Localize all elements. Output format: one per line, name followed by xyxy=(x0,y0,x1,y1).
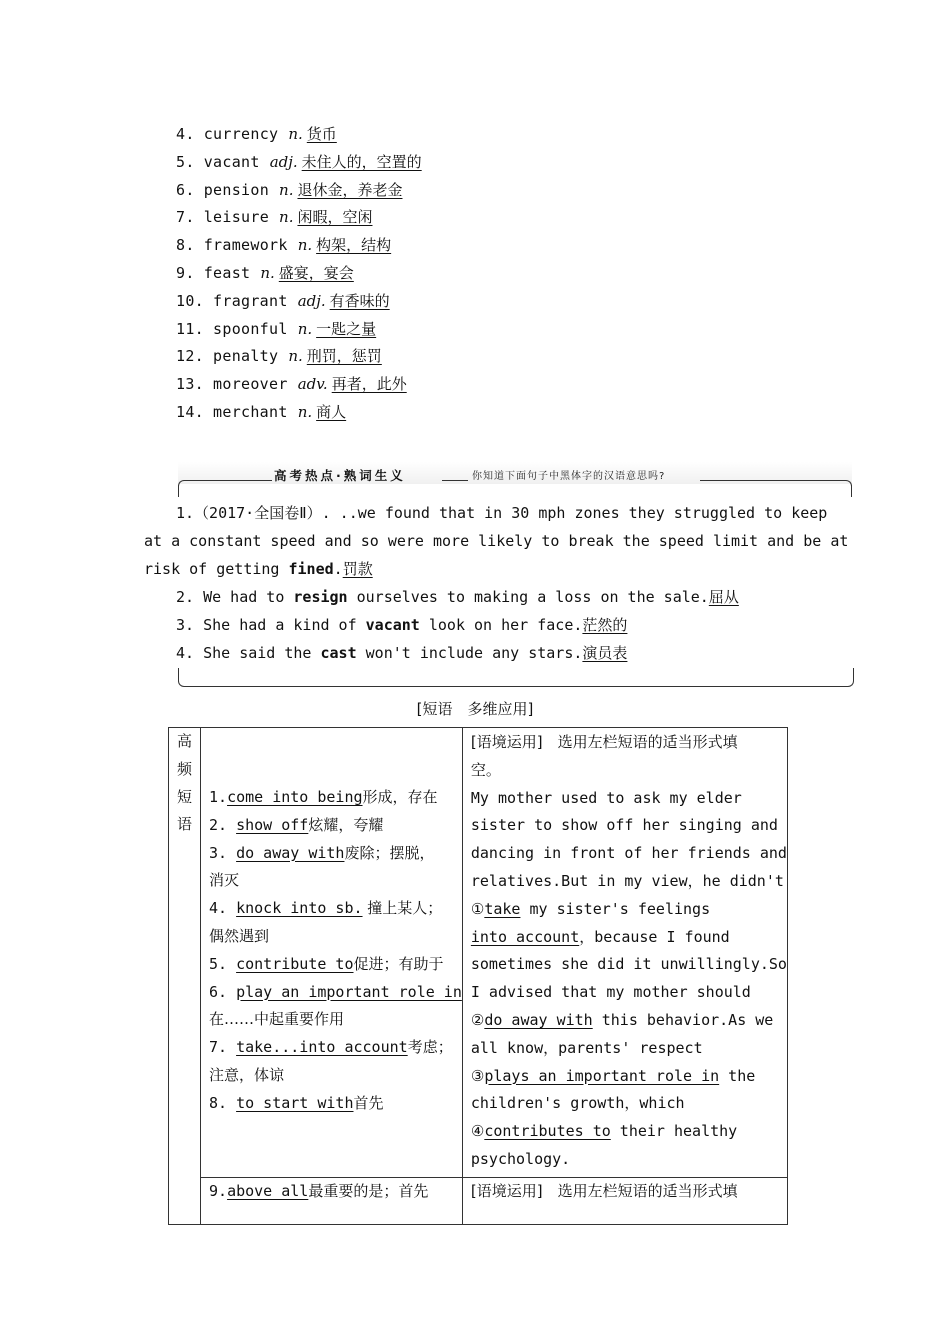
vocab-meaning: 闲暇，空闲 xyxy=(297,208,373,227)
practice-heading: [语境运用] 选用左栏短语的适当形式填 xyxy=(470,733,738,751)
vocab-meaning: 未住人的，空置的 xyxy=(301,152,422,171)
sentence-2: 2. We had to resign ourselves to making a loss on the sale.屈从 xyxy=(176,588,739,606)
vocab-meaning: 再者，此外 xyxy=(331,375,407,394)
phrase-3: 3. do away with废除；摆脱， xyxy=(209,843,435,862)
sentence-1-line-2: at a constant speed and so were more likely to break the speed limit and be at xyxy=(144,532,849,550)
vocab-meaning: 商人 xyxy=(316,402,347,421)
vocab-meaning: 货币 xyxy=(306,125,337,143)
bold-word: cast xyxy=(320,644,357,662)
vocab-item: 9. feast n. 盛宴，宴会 xyxy=(176,263,354,282)
vocab-item: 6. pension n. 退休金，养老金 xyxy=(176,180,403,199)
vocab-item: 14. merchant n. 商人 xyxy=(176,402,347,421)
vocab-item: 12. penalty n. 刑罚，惩罚 xyxy=(176,347,382,366)
vocab-item: 13. moreover adv. 再者，此外 xyxy=(176,375,407,394)
blank-2-answer: do away with xyxy=(484,1010,593,1029)
section-title: [短语 多维应用] xyxy=(416,700,534,718)
vocab-item: 8. framework n. 构架，结构 xyxy=(176,236,392,255)
phrase-4: 4. knock into sb. 撞上某人； xyxy=(209,899,443,918)
vocab-item: 4. currency n. 货币 xyxy=(176,125,337,143)
banner-title: 高考热点·熟词生义 xyxy=(274,468,406,483)
practice-cell-2: [语境运用] 选用左栏短语的适当形式填 xyxy=(462,1178,787,1225)
blank-3-answer: plays an important role in xyxy=(484,1066,720,1085)
phrase-1: 1.come into being形成，存在 xyxy=(209,788,438,806)
sentence-1-line-3: risk of getting fined.罚款 xyxy=(144,560,373,578)
phrase-table xyxy=(168,727,788,1225)
blank-1-answer-cont: into account xyxy=(470,927,580,946)
vocab-item: 11. spoonful n. 一匙之量 xyxy=(176,319,377,338)
vertical-label-cell: 高 频 短 语 xyxy=(169,728,201,1225)
phrase-8: 8. to start with首先 xyxy=(209,1093,384,1112)
vocab-meaning: 一匙之量 xyxy=(316,319,377,338)
bold-word: vacant xyxy=(365,616,420,634)
answer: 演员表 xyxy=(582,644,628,662)
vocab-meaning: 有香味的 xyxy=(329,291,390,310)
vocab-meaning: 盛宴，宴会 xyxy=(278,263,354,282)
phrase-7: 7. take...into account考虑； xyxy=(209,1038,453,1057)
vocab-item: 5. vacant adj. 未住人的，空置的 xyxy=(176,152,422,171)
sentence-3: 3. She had a kind of vacant look on her face.茫然的 xyxy=(176,616,628,634)
phrase-9-cell xyxy=(201,1178,463,1225)
phrase-6: 6. play an important role in xyxy=(209,982,462,1001)
vocab-item: 10. fragrant adj. 有香味的 xyxy=(176,291,390,310)
box-corner-right xyxy=(843,480,852,497)
answer: 茫然的 xyxy=(582,616,628,634)
phrase-5: 5. contribute to促进；有助于 xyxy=(209,954,444,973)
box-corner-left xyxy=(178,480,187,497)
section-banner xyxy=(178,460,852,496)
blank-1-answer: take xyxy=(484,899,521,918)
banner-rule-mid xyxy=(442,480,468,481)
blank-4-answer: contributes to xyxy=(484,1122,611,1141)
answer: 屈从 xyxy=(708,588,739,606)
practice-cell: [语境运用] 选用左栏短语的适当形式填 空。 My mother used to ask my elder sister to show off her singing and dancing in front of her friends and relatives.But in my view，he didn't ①take my sister's feelings into account，because I found sometimes she did it unwillingly.So I advised that my mother should ②do away with this behavior.As we all know，parents' respect ③plays an important role in the children's growth，which ④contributes to their healthy psychology. xyxy=(462,728,787,1178)
box-bottom-border xyxy=(178,668,854,687)
sentence-4: 4. She said the cast won't include any stars.演员表 xyxy=(176,644,628,662)
banner-rule-left xyxy=(186,480,272,481)
vocab-list xyxy=(176,121,422,427)
phrase-2: 2. show off炫耀，夸耀 xyxy=(209,815,384,834)
phrases-cell: 1.come into being形成，存在 2. show off炫耀，夸耀 3. do away with废除；摆脱， 消灭 4. knock into sb. 撞上某人； 偶然遇到 5. contribute to促进；有助于 6. play an important role in 在……中起重要作用 7. take...into account考虑； 注意，体谅 8. to start with首先 xyxy=(201,728,463,1178)
answer: 罚款 xyxy=(342,560,373,578)
bold-word: fined xyxy=(288,560,334,578)
banner-rule-right xyxy=(700,480,844,481)
vocab-meaning: 刑罚，惩罚 xyxy=(306,347,382,366)
banner-subtitle: 你知道下面句子中黑体字的汉语意思吗? xyxy=(472,471,666,482)
vocab-meaning: 构架，结构 xyxy=(316,236,392,255)
phrase-9: 9.above all最重要的是；首先 xyxy=(209,1182,429,1200)
vocab-meaning: 退休金，养老金 xyxy=(297,180,403,199)
bold-word: resign xyxy=(293,588,348,606)
vocab-item: 7. leisure n. 闲暇，空闲 xyxy=(176,208,373,227)
sentence-1-line-1: 1.（2017·全国卷Ⅱ）. ..we found that in 30 mph zones they struggled to keep xyxy=(176,504,828,522)
